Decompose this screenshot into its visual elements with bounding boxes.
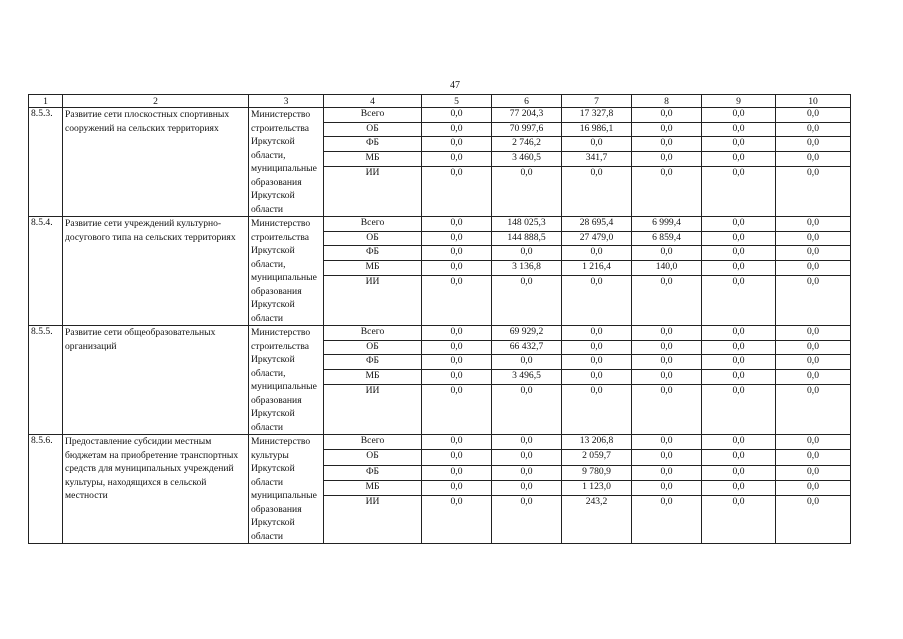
amount-cell: 9 780,9 xyxy=(562,465,632,480)
amount-cell: 0,0 xyxy=(422,370,492,385)
amount-cell: 0,0 xyxy=(776,246,851,261)
amount-cell: 0,0 xyxy=(632,108,702,123)
amount-cell: 0,0 xyxy=(776,340,851,355)
item-executor: Министерство строительства Иркутской области, муниципальные образования Иркутской области xyxy=(249,217,324,326)
funding-source: МБ xyxy=(324,152,422,167)
amount-cell: 0,0 xyxy=(632,450,702,465)
amount-cell: 0,0 xyxy=(702,340,776,355)
amount-cell: 6 999,4 xyxy=(632,217,702,232)
funding-source: ФБ xyxy=(324,355,422,370)
funding-source: ФБ xyxy=(324,137,422,152)
amount-cell: 0,0 xyxy=(702,435,776,450)
amount-cell: 0,0 xyxy=(702,450,776,465)
amount-cell: 0,0 xyxy=(776,217,851,232)
table-row xyxy=(29,326,851,341)
amount-cell: 0,0 xyxy=(632,152,702,167)
amount-cell: 0,0 xyxy=(562,340,632,355)
funding-source: МБ xyxy=(324,370,422,385)
amount-cell: 16 986,1 xyxy=(562,122,632,137)
amount-cell: 77 204,3 xyxy=(492,108,562,123)
funding-source: Всего xyxy=(324,217,422,232)
funding-source: ИИ xyxy=(324,166,422,216)
amount-cell: 0,0 xyxy=(562,246,632,261)
table-row xyxy=(29,435,851,450)
amount-cell: 0,0 xyxy=(702,261,776,276)
col-header: 7 xyxy=(562,95,632,108)
amount-cell: 0,0 xyxy=(422,122,492,137)
amount-cell: 0,0 xyxy=(422,275,492,325)
amount-cell: 0,0 xyxy=(562,384,632,434)
amount-cell: 2 059,7 xyxy=(562,450,632,465)
amount-cell: 0,0 xyxy=(776,166,851,216)
amount-cell: 3 136,8 xyxy=(492,261,562,276)
amount-cell: 0,0 xyxy=(702,275,776,325)
col-header: 9 xyxy=(702,95,776,108)
funding-source: ОБ xyxy=(324,231,422,246)
amount-cell: 0,0 xyxy=(422,480,492,495)
funding-source: Всего xyxy=(324,326,422,341)
amount-cell: 0,0 xyxy=(492,275,562,325)
amount-cell: 0,0 xyxy=(492,435,562,450)
page-number: 47 xyxy=(450,80,460,91)
amount-cell: 0,0 xyxy=(492,496,562,544)
amount-cell: 66 432,7 xyxy=(492,340,562,355)
amount-cell: 0,0 xyxy=(776,275,851,325)
col-header: 6 xyxy=(492,95,562,108)
amount-cell: 0,0 xyxy=(776,122,851,137)
amount-cell: 0,0 xyxy=(422,261,492,276)
amount-cell: 0,0 xyxy=(776,465,851,480)
amount-cell: 0,0 xyxy=(632,166,702,216)
amount-cell: 0,0 xyxy=(562,326,632,341)
amount-cell: 6 859,4 xyxy=(632,231,702,246)
amount-cell: 0,0 xyxy=(776,496,851,544)
amount-cell: 0,0 xyxy=(702,355,776,370)
col-header: 8 xyxy=(632,95,702,108)
amount-cell: 0,0 xyxy=(702,152,776,167)
amount-cell: 0,0 xyxy=(632,137,702,152)
item-name: Развитие сети плоскостных спортивных сооружений на сельских территориях xyxy=(63,108,249,217)
amount-cell: 0,0 xyxy=(492,465,562,480)
amount-cell: 0,0 xyxy=(422,435,492,450)
amount-cell: 0,0 xyxy=(422,384,492,434)
amount-cell: 0,0 xyxy=(702,217,776,232)
amount-cell: 70 997,6 xyxy=(492,122,562,137)
item-executor: Министерство строительства Иркутской области, муниципальные образования Иркутской области xyxy=(249,108,324,217)
funding-source: МБ xyxy=(324,261,422,276)
amount-cell: 0,0 xyxy=(776,384,851,434)
amount-cell: 2 746,2 xyxy=(492,137,562,152)
amount-cell: 0,0 xyxy=(422,246,492,261)
item-name: Развитие сети учреждений культурно-досугового типа на сельских территориях xyxy=(63,217,249,326)
amount-cell: 0,0 xyxy=(492,166,562,216)
amount-cell: 0,0 xyxy=(776,355,851,370)
amount-cell: 0,0 xyxy=(632,355,702,370)
amount-cell: 0,0 xyxy=(702,231,776,246)
amount-cell: 0,0 xyxy=(562,355,632,370)
amount-cell: 0,0 xyxy=(702,137,776,152)
funding-source: ОБ xyxy=(324,450,422,465)
amount-cell: 0,0 xyxy=(702,122,776,137)
amount-cell: 144 888,5 xyxy=(492,231,562,246)
amount-cell: 0,0 xyxy=(422,496,492,544)
amount-cell: 0,0 xyxy=(562,370,632,385)
amount-cell: 0,0 xyxy=(492,246,562,261)
amount-cell: 27 479,0 xyxy=(562,231,632,246)
amount-cell: 0,0 xyxy=(632,122,702,137)
amount-cell: 0,0 xyxy=(422,166,492,216)
funding-source: ОБ xyxy=(324,340,422,355)
amount-cell: 0,0 xyxy=(492,450,562,465)
amount-cell: 148 025,3 xyxy=(492,217,562,232)
item-number: 8.5.4. xyxy=(29,217,63,326)
col-header: 5 xyxy=(422,95,492,108)
amount-cell: 0,0 xyxy=(422,326,492,341)
funding-source: МБ xyxy=(324,480,422,495)
amount-cell: 0,0 xyxy=(422,450,492,465)
amount-cell: 0,0 xyxy=(632,480,702,495)
funding-source: ИИ xyxy=(324,384,422,434)
amount-cell: 17 327,8 xyxy=(562,108,632,123)
item-number: 8.5.5. xyxy=(29,326,63,435)
item-executor: Министерство культуры Иркутской области муниципальные образования Иркутской области xyxy=(249,435,324,544)
amount-cell: 140,0 xyxy=(632,261,702,276)
amount-cell: 341,7 xyxy=(562,152,632,167)
amount-cell: 0,0 xyxy=(776,261,851,276)
amount-cell: 0,0 xyxy=(422,137,492,152)
funding-source: ИИ xyxy=(324,496,422,544)
amount-cell: 0,0 xyxy=(422,108,492,123)
amount-cell: 0,0 xyxy=(702,480,776,495)
amount-cell: 0,0 xyxy=(702,384,776,434)
amount-cell: 69 929,2 xyxy=(492,326,562,341)
amount-cell: 0,0 xyxy=(702,496,776,544)
amount-cell: 0,0 xyxy=(422,152,492,167)
funding-source: Всего xyxy=(324,108,422,123)
amount-cell: 13 206,8 xyxy=(562,435,632,450)
amount-cell: 0,0 xyxy=(776,480,851,495)
amount-cell: 0,0 xyxy=(702,166,776,216)
amount-cell: 0,0 xyxy=(702,108,776,123)
amount-cell: 0,0 xyxy=(562,166,632,216)
amount-cell: 3 460,5 xyxy=(492,152,562,167)
amount-cell: 0,0 xyxy=(632,435,702,450)
amount-cell: 0,0 xyxy=(776,326,851,341)
item-number: 8.5.3. xyxy=(29,108,63,217)
amount-cell: 0,0 xyxy=(632,246,702,261)
amount-cell: 0,0 xyxy=(422,231,492,246)
funding-source: ФБ xyxy=(324,246,422,261)
funding-source: ОБ xyxy=(324,122,422,137)
amount-cell: 0,0 xyxy=(776,435,851,450)
amount-cell: 0,0 xyxy=(776,152,851,167)
table-row xyxy=(29,217,851,232)
col-header: 3 xyxy=(249,95,324,108)
funding-source: ФБ xyxy=(324,465,422,480)
funding-source: ИИ xyxy=(324,275,422,325)
amount-cell: 0,0 xyxy=(422,355,492,370)
table-row xyxy=(29,108,851,123)
amount-cell: 0,0 xyxy=(422,465,492,480)
amount-cell: 0,0 xyxy=(562,137,632,152)
item-number: 8.5.6. xyxy=(29,435,63,544)
amount-cell: 0,0 xyxy=(776,108,851,123)
col-header: 1 xyxy=(29,95,63,108)
amount-cell: 0,0 xyxy=(702,465,776,480)
amount-cell: 0,0 xyxy=(702,246,776,261)
amount-cell: 0,0 xyxy=(422,217,492,232)
amount-cell: 0,0 xyxy=(632,465,702,480)
amount-cell: 0,0 xyxy=(702,326,776,341)
amount-cell: 0,0 xyxy=(492,355,562,370)
amount-cell: 28 695,4 xyxy=(562,217,632,232)
amount-cell: 0,0 xyxy=(492,384,562,434)
column-number-row xyxy=(29,95,851,108)
amount-cell: 0,0 xyxy=(632,275,702,325)
amount-cell: 0,0 xyxy=(702,370,776,385)
amount-cell: 0,0 xyxy=(776,137,851,152)
amount-cell: 0,0 xyxy=(422,340,492,355)
amount-cell: 0,0 xyxy=(776,450,851,465)
amount-cell: 1 123,0 xyxy=(562,480,632,495)
amount-cell: 243,2 xyxy=(562,496,632,544)
amount-cell: 0,0 xyxy=(776,370,851,385)
amount-cell: 0,0 xyxy=(632,370,702,385)
col-header: 4 xyxy=(324,95,422,108)
amount-cell: 0,0 xyxy=(492,480,562,495)
funding-source: Всего xyxy=(324,435,422,450)
item-name: Развитие сети общеобразовательных организаций xyxy=(63,326,249,435)
item-name: Предоставление субсидии местным бюджетам на приобретение транспортных средств для муниципальных учреждений культуры, находящихся в сельской местности xyxy=(63,435,249,544)
col-header: 2 xyxy=(63,95,249,108)
item-executor: Министерство строительства Иркутской области, муниципальные образования Иркутской области xyxy=(249,326,324,435)
amount-cell: 0,0 xyxy=(776,231,851,246)
amount-cell: 0,0 xyxy=(632,340,702,355)
col-header: 10 xyxy=(776,95,851,108)
amount-cell: 0,0 xyxy=(632,326,702,341)
amount-cell: 3 496,5 xyxy=(492,370,562,385)
amount-cell: 1 216,4 xyxy=(562,261,632,276)
budget-table xyxy=(28,94,851,544)
amount-cell: 0,0 xyxy=(632,384,702,434)
amount-cell: 0,0 xyxy=(562,275,632,325)
amount-cell: 0,0 xyxy=(632,496,702,544)
